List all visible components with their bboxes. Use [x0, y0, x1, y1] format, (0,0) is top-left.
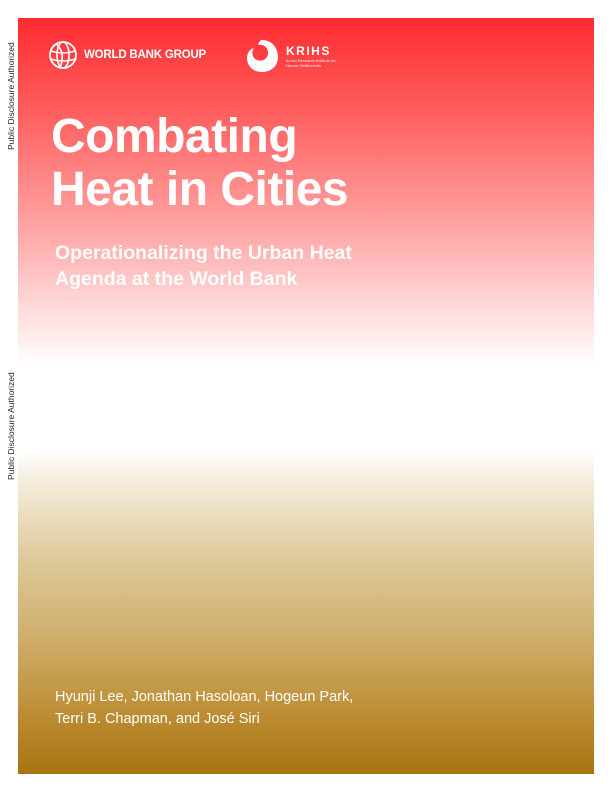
report-title	[51, 110, 348, 216]
disclosure-note-top	[4, 0, 18, 155]
subtitle-line-1: Operationalizing the Urban Heat	[55, 242, 352, 264]
disclosure-note-middle	[4, 350, 18, 485]
world-bank-group-wordmark: WORLD BANK GROUP	[84, 49, 207, 61]
krihs-wordmark: KRIHS	[286, 43, 331, 58]
krihs-full-name: Korea Research Institute for Human Settlements	[286, 57, 336, 68]
authors-line-2: Terri B. Chapman, and José Siri	[55, 711, 260, 727]
report-subtitle	[55, 240, 352, 292]
krihs-swirl-icon	[244, 38, 280, 74]
world-bank-group-logo	[48, 38, 206, 72]
title-line-2: Heat in Cities	[51, 163, 349, 216]
krihs-logo	[244, 38, 346, 74]
disclosure-text: Public Disclosure Authorized	[6, 42, 16, 150]
title-line-1: Combating	[51, 110, 298, 163]
report-cover	[18, 18, 594, 774]
subtitle-line-2: Agenda at the World Bank	[55, 268, 298, 290]
authors-line-1: Hyunji Lee, Jonathan Hasoloan, Hogeun Park,	[55, 689, 354, 705]
disclosure-text: Public Disclosure Authorized	[6, 372, 16, 480]
author-list	[55, 686, 353, 730]
globe-icon	[48, 40, 78, 70]
